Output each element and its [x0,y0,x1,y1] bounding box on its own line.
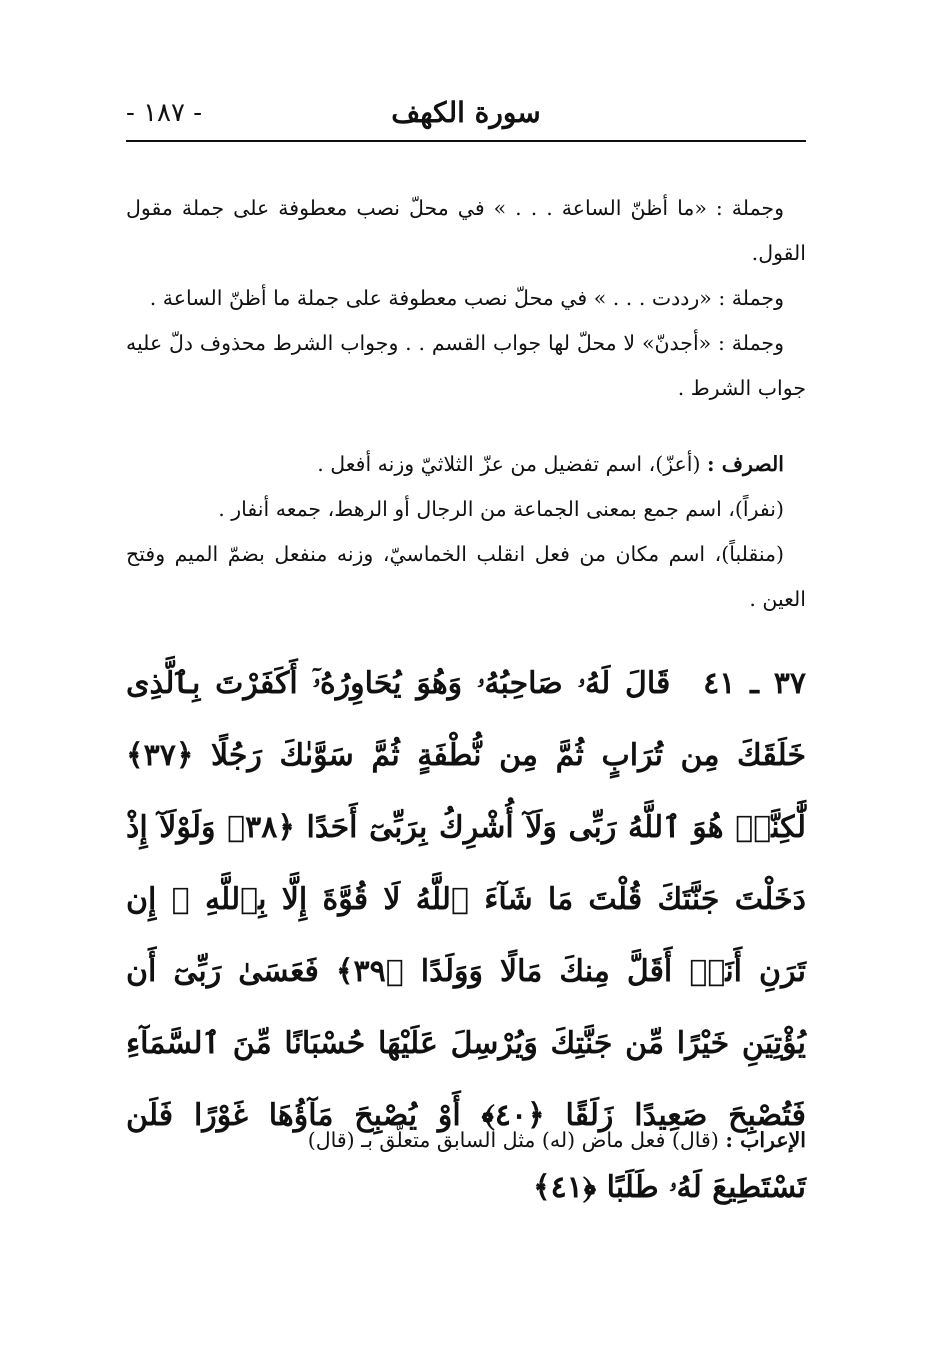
verse-range: ٣٧ ـ ٤١ [703,666,806,701]
surah-title: سورة الكهف [391,96,541,129]
sentence-analysis-paragraph: وجملة : «أجدنّ» لا محلّ لها جواب القسم . . وجواب الشرط محذوف دلّ عليه جواب الشرط . [126,331,806,400]
quran-verse-text: قَالَ لَهُۥ صَاحِبُهُۥ وَهُوَ يُحَاوِرُهُۥٓ أَكَفَرْتَ بِٱلَّذِى خَلَقَكَ مِن تُرَابٍ ثُمَّ مِن نُّطْفَةٍ ثُمَّ سَوَّىٰكَ رَجُلًا ﴿٣٧﴾ لَّٰكِنَّا۠ هُوَ ٱللَّهُ رَبِّى وَلَآ أُشْرِكُ بِرَبِّىٓ أَحَدًا ﴿٣٨﴾ وَلَوْلَآ إِذْ دَخَلْتَ جَنَّتَكَ قُلْتَ مَا شَآءَ ٱللَّهُ لَا قُوَّةَ إِلَّا بِٱللَّهِ ۚ إِن تَرَنِ أَنَا۠ أَقَلَّ مِنكَ مَالًا وَوَلَدًا ﴿٣٩﴾ فَعَسَىٰ رَبِّىٓ أَن يُؤْتِيَنِ خَيْرًا مِّن جَنَّتِكَ وَيُرْسِلَ عَلَيْهَا حُسْبَانًا مِّنَ ٱلسَّمَآءِ فَتُصْبِحَ صَعِيدًا زَلَقًا ﴿٤٠﴾ أَوْ يُصْبِحَ مَآؤُهَا غَوْرًا فَلَن تَسْتَطِيعَ لَهُۥ طَلَبًا ﴿٤١﴾ [126,666,806,1205]
page-header [126,92,806,136]
irab-text: (قال) فعل ماض (له) مثل السابق متعلّق بـ (قال) [307,1128,719,1152]
sarf-label: الصرف : [707,452,784,476]
sarf-paragraph [126,442,806,487]
sentence-analysis-paragraph: وجملة : «ما أظنّ الساعة . . . » في محلّ نصب معطوفة على جملة مقول القول. [126,196,806,265]
sarf-line: (أعزّ)، اسم تفضيل من عزّ الثلاثيّ وزنه أفعل . [317,452,701,476]
sarf-section [126,442,806,622]
irab-label: الإعراب : [725,1128,806,1152]
header-divider [126,140,806,142]
irab-section [126,1118,806,1163]
sentence-analysis-paragraph: وجملة : «رددت . . . » في محلّ نصب معطوفة على جملة ما أظنّ الساعة . [149,286,784,310]
sarf-paragraph: (نفراً)، اسم جمع بمعنى الجماعة من الرجال أو الرهط، جمعه أنفار . [218,497,784,521]
page-number: - ١٨٧ - [126,98,203,128]
sarf-paragraph: (منقلباً)، اسم مكان من فعل انقلب الخماسيّ، وزنه منفعل بضمّ الميم وفتح العين . [126,542,806,611]
sentence-analysis-section [126,186,806,411]
